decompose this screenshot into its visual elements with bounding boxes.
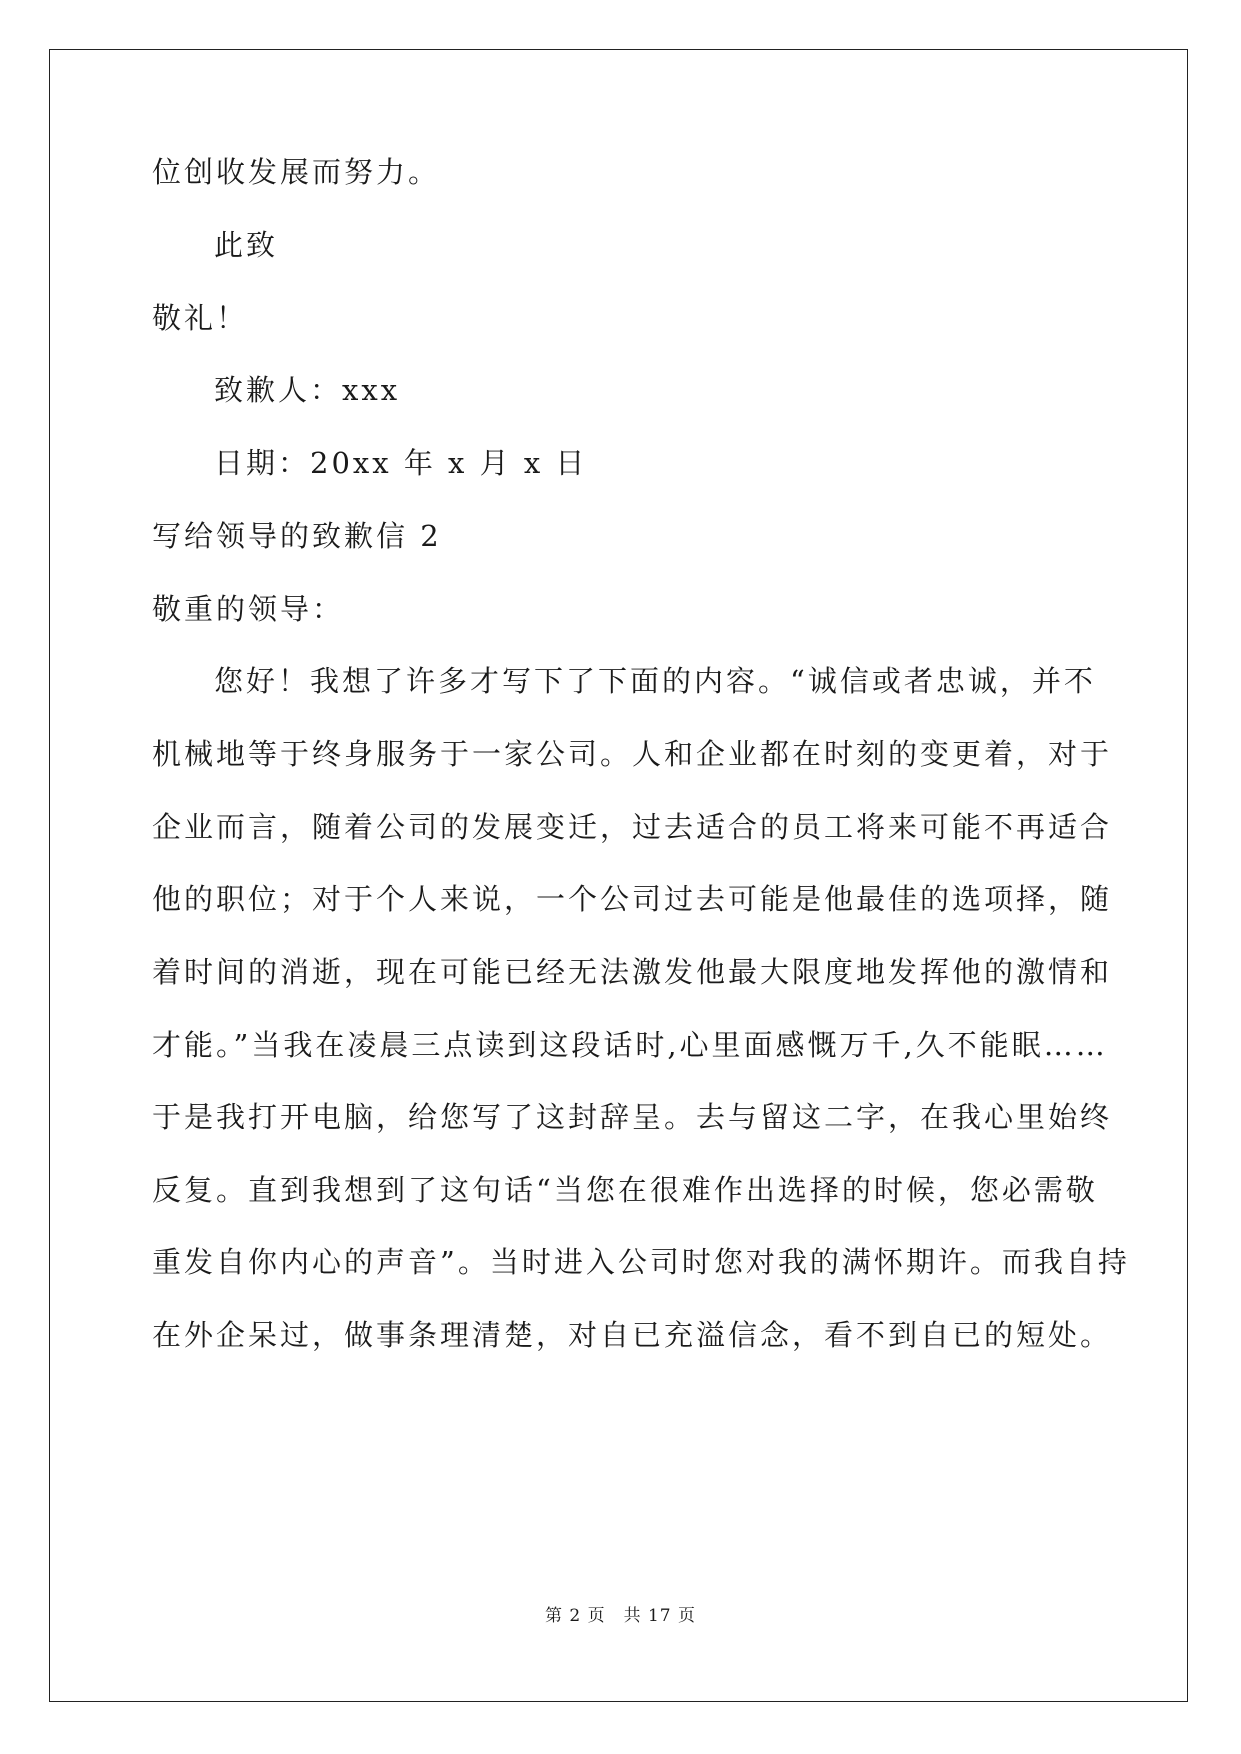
doc-line: 此致 — [214, 228, 279, 262]
doc-line: 重发自你内心的声音”。当时进入公司时您对我的满怀期许。而我自持 — [152, 1245, 1130, 1279]
doc-line: 他的职位；对于个人来说，一个公司过去可能是他最佳的选项择，随 — [152, 882, 1113, 916]
doc-line: 敬礼！ — [152, 301, 249, 335]
doc-line: 日期：20xx 年 x 月 x 日 — [214, 446, 588, 480]
doc-line: 位创收发展而努力。 — [152, 155, 441, 189]
doc-line: 致歉人：xxx — [214, 373, 401, 407]
doc-line: 反复。直到我想到了这句话“当您在很难作出选择的时候，您必需敬 — [152, 1173, 1098, 1207]
section-heading: 写给领导的致歉信 2 — [152, 519, 442, 553]
doc-line: 着时间的消逝，现在可能已经无法激发他最大限度地发挥他的激情和 — [152, 955, 1113, 989]
doc-line: 才能。”当我在凌晨三点读到这段话时,心里面感慨万千,久不能眠…… — [152, 1028, 1108, 1062]
page-number: 第 2 页 — [544, 1606, 606, 1626]
page-total: 共 17 页 — [623, 1606, 697, 1626]
doc-line: 企业而言，随着公司的发展变迁，过去适合的员工将来可能不再适合 — [152, 810, 1113, 844]
doc-line: 在外企呆过，做事条理清楚，对自已充溢信念，看不到自已的短处。 — [152, 1318, 1113, 1352]
page-footer — [0, 1605, 1241, 1627]
doc-line: 于是我打开电脑，给您写了这封辞呈。去与留这二字，在我心里始终 — [152, 1100, 1113, 1134]
salutation: 敬重的领导： — [152, 592, 345, 626]
doc-line: 您好！我想了许多才写下了下面的内容。“诚信或者忠诚，并不 — [214, 664, 1096, 698]
page-border — [49, 49, 1188, 1702]
doc-line: 机械地等于终身服务于一家公司。人和企业都在时刻的变更着，对于 — [152, 737, 1113, 771]
